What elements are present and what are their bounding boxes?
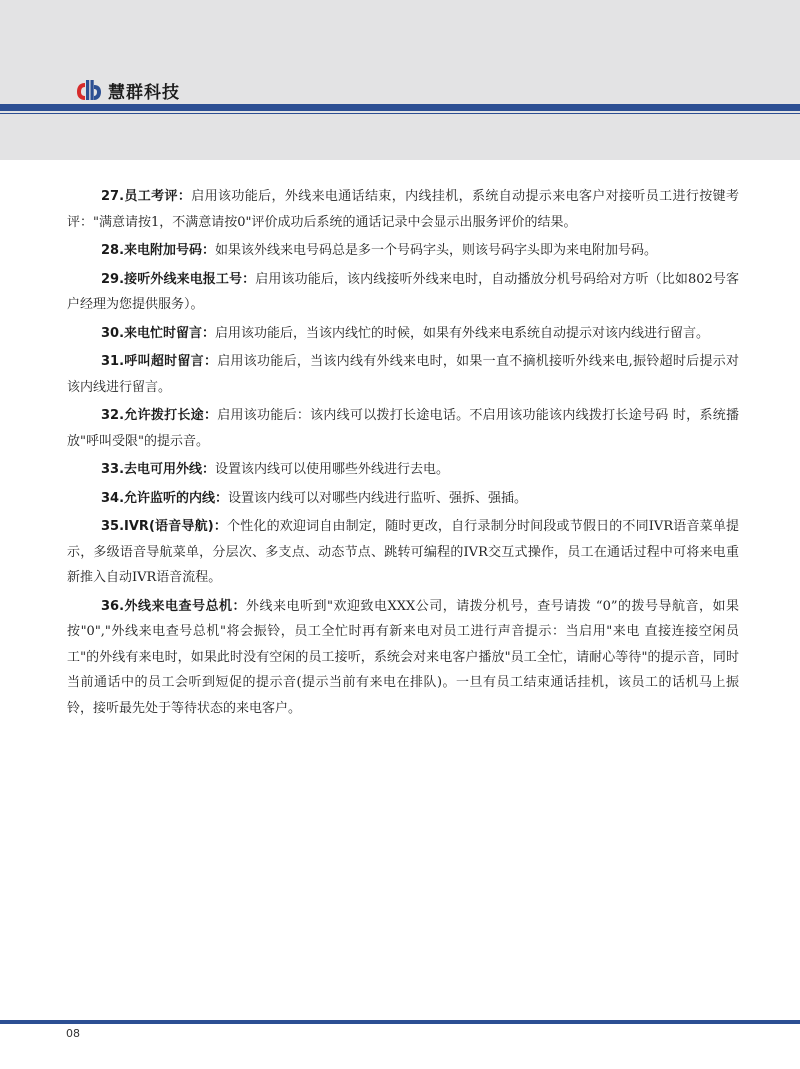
- feature-term: 33.去电可用外线：: [101, 462, 216, 477]
- feature-description: 如果该外线来电号码总是多一个号码字头，则该号码字头即为来电附加号码。: [215, 243, 658, 258]
- feature-term: 36.外线来电查号总机：: [101, 598, 247, 614]
- feature-list: [67, 184, 739, 724]
- company-name: 慧群科技: [108, 82, 180, 103]
- feature-description: 启用该功能后：该内线可以拨打长途电话。不启用该功能该内线拨打长途号码 时，系统播放"呼叫受限"的提示音。: [67, 408, 739, 449]
- feature-description: 外线来电听到"欢迎致电XXX公司，请拨分机号，查号请拨 “0”的拨号导航音，如果按"0","外线来电查号总机"将会振铃，员工全忙时再有新来电对员工进行声音提示：当启用"来电 直接连接空闲员工"的外线有来电时，如果此时没有空闲的员工接听，系统会对来电客户播放"员工全忙，请耐心等待"的提示音，同时当前通话中的员工会听到短促的提示音(提示当前有来电在排队)。一旦有员工结束通话挂机，该员工的话机马上振铃，接听最先处于等待状态的来电客户。: [67, 598, 739, 716]
- feature-item: [67, 403, 739, 454]
- feature-term: 28.来电附加号码：: [101, 243, 216, 258]
- feature-term: 32.允许拨打长途：: [101, 408, 218, 423]
- feature-term: 34.允许监听的内线：: [101, 490, 229, 506]
- feature-description: 启用该功能后，当该内线有外线来电时，如果一直不摘机接听外线来电,振铃超时后提示对该内线进行留言。: [67, 354, 739, 395]
- feature-description: 个性化的欢迎词自由制定，随时更改，自行录制分时间段或节假日的不同IVR语音菜单提示，多级语音导航菜单，分层次、多支点、动态节点、跳转可编程的IVR交互式操作，员工在通话过程中可将来电重新推入自动IVR语音流程。: [67, 519, 739, 585]
- feature-item: [67, 184, 739, 235]
- feature-description: 启用该功能后，当该内线忙的时候，如果有外线来电系统自动提示对该内线进行留言。: [215, 325, 710, 341]
- feature-term: 27.员工考评：: [101, 189, 192, 204]
- footer-divider: [0, 1020, 800, 1024]
- page-header: [0, 0, 800, 160]
- feature-term: 35.IVR(语音导航)：: [101, 519, 228, 534]
- feature-description: 启用该功能后，外线来电通话结束，内线挂机，系统自动提示来电客户对接听员工进行按键考评："满意请按1，不满意请按0"评价成功后系统的通话记录中会显示出服务评价的结果。: [67, 189, 739, 230]
- feature-item: [67, 594, 739, 722]
- feature-item: [67, 486, 739, 512]
- header-divider: [0, 104, 800, 111]
- company-logo: [76, 78, 180, 102]
- feature-description: 设置该内线可以使用哪些外线进行去电。: [215, 462, 450, 477]
- feature-term: 29.接听外线来电报工号：: [101, 271, 256, 287]
- company-logo-icon: [76, 79, 102, 101]
- feature-item: [67, 514, 739, 591]
- feature-description: 启用该功能后，该内线接听外线来电时，自动播放分机号码给对方听（比如802号客户经理为您提供服务）。: [67, 271, 739, 312]
- header-divider-thin: [0, 113, 800, 114]
- feature-item: [67, 267, 739, 318]
- feature-item: [67, 238, 739, 264]
- feature-item: [67, 457, 739, 483]
- feature-item: [67, 349, 739, 400]
- page-number: 08: [66, 1027, 80, 1040]
- feature-description: 设置该内线可以对哪些内线进行监听、强拆、强插。: [228, 490, 528, 506]
- feature-term: 31.呼叫超时留言：: [101, 354, 218, 369]
- feature-term: 30.来电忙时留言：: [101, 325, 216, 341]
- feature-item: [67, 321, 739, 347]
